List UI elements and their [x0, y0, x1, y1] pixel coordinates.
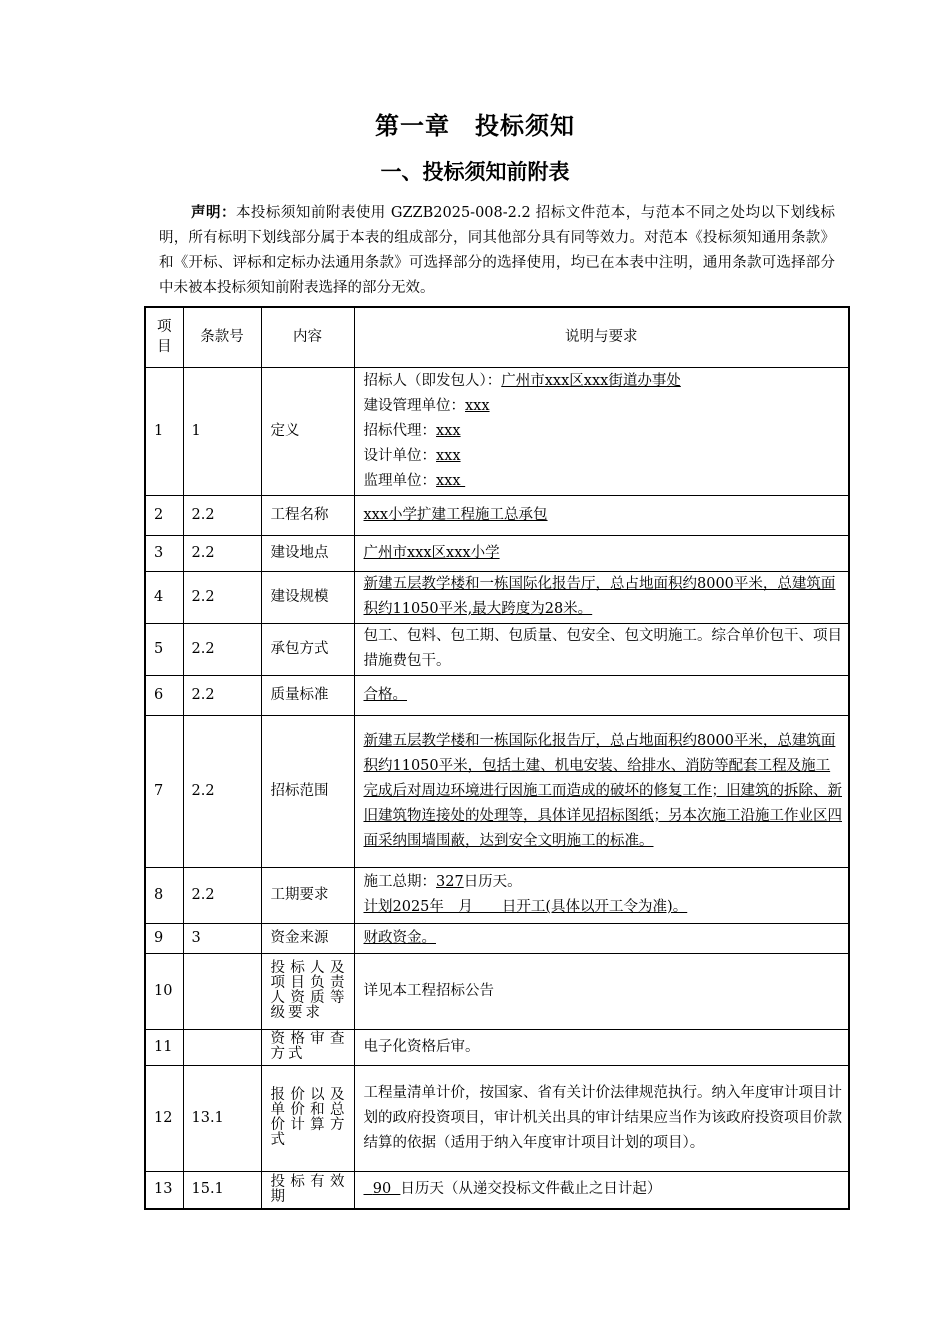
- requirement-line: [364, 628, 843, 669]
- declaration-label: 声明：: [191, 205, 236, 221]
- requirement-line: [364, 895, 843, 920]
- row-number: 5: [145, 623, 183, 675]
- underlined-text: 广州市xxx区xxx小学: [363, 544, 500, 561]
- requirement-line: [364, 687, 408, 703]
- row-clause: 2.2: [183, 715, 261, 867]
- row-content-label: 报价以及单价和总价计算方式: [261, 1065, 354, 1171]
- underlined-text: xxx: [436, 472, 466, 489]
- plain-text: 包工、包料、包工期、包质量、包安全、包文明施工。综合单价包干、项目措施费包干。: [363, 628, 842, 669]
- row-number: 6: [145, 675, 183, 715]
- row-content-label: 质量标准: [261, 675, 354, 715]
- row-requirement: [354, 495, 849, 535]
- row-clause: 2.2: [183, 495, 261, 535]
- table-row: [145, 953, 849, 1029]
- plain-text: 日历天（从递交投标文件截止之日计起）: [400, 1181, 662, 1198]
- requirement-line: [364, 1181, 662, 1197]
- row-requirement: [354, 367, 849, 495]
- requirement-line: [364, 930, 437, 946]
- row-content-label: 投标有效期: [261, 1171, 354, 1209]
- row-number: 4: [145, 571, 183, 623]
- row-requirement: [354, 1065, 849, 1171]
- row-content-label: 资金来源: [261, 923, 354, 953]
- table-row: [145, 715, 849, 867]
- requirement-line: [364, 870, 843, 895]
- underlined-text: xxx: [465, 397, 490, 414]
- row-number: 7: [145, 715, 183, 867]
- row-clause: 2.2: [183, 571, 261, 623]
- tender-notice-table: [144, 306, 850, 1210]
- table-row: [145, 1029, 849, 1065]
- row-clause: 3: [183, 923, 261, 953]
- row-requirement: [354, 867, 849, 923]
- requirement-line: [364, 369, 843, 394]
- row-requirement: [354, 715, 849, 867]
- row-requirement: [354, 535, 849, 571]
- row-number: 3: [145, 535, 183, 571]
- row-number: 8: [145, 867, 183, 923]
- row-requirement: [354, 923, 849, 953]
- header-content: 内容: [261, 307, 354, 367]
- row-content-label: 建设规模: [261, 571, 354, 623]
- row-content-label: 投标人及项目负责人资质等级要求: [261, 953, 354, 1029]
- row-clause: 2.2: [183, 535, 261, 571]
- row-requirement: [354, 675, 849, 715]
- requirement-line: [364, 1039, 480, 1055]
- header-requirement: 说明与要求: [354, 307, 849, 367]
- row-number: 2: [145, 495, 183, 535]
- row-content-label: 工期要求: [261, 867, 354, 923]
- header-item-no: 项目: [145, 307, 183, 367]
- requirement-line: [364, 983, 495, 999]
- row-number: 12: [145, 1065, 183, 1171]
- table-row: [145, 495, 849, 535]
- requirement-line: [364, 507, 548, 523]
- table-row: [145, 675, 849, 715]
- row-content-label: 定义: [261, 367, 354, 495]
- requirement-line: [364, 444, 843, 469]
- row-clause: [183, 1029, 261, 1065]
- requirement-line: [364, 469, 843, 494]
- requirement-line: [364, 576, 836, 617]
- requirement-line: [364, 733, 843, 849]
- row-content-label: 招标范围: [261, 715, 354, 867]
- row-content-label: 资格审查方式: [261, 1029, 354, 1065]
- row-clause: 2.2: [183, 675, 261, 715]
- row-number: 9: [145, 923, 183, 953]
- requirement-line: [364, 1085, 843, 1151]
- row-clause: 2.2: [183, 867, 261, 923]
- plain-text: 监理单位：: [363, 472, 436, 489]
- table-row: [145, 535, 849, 571]
- underlined-text: 广州市xxx区xxx街道办事处: [501, 372, 681, 389]
- underlined-text: 计划2025年 月 日开工(具体以开工令为准)。: [363, 899, 688, 915]
- plain-text: 招标代理：: [363, 422, 436, 439]
- row-clause: 1: [183, 367, 261, 495]
- underlined-text: 新建五层教学楼和一栋国际化报告厅，总占地面积约8000平米，总建筑面积约11050平米,最大跨度为28米。: [363, 576, 836, 617]
- row-requirement: [354, 571, 849, 623]
- row-clause: [183, 953, 261, 1029]
- row-number: 1: [145, 367, 183, 495]
- row-clause: 15.1: [183, 1171, 261, 1209]
- requirement-line: [364, 419, 843, 444]
- underlined-text: 327: [436, 874, 464, 890]
- table-row: [145, 623, 849, 675]
- plain-text: 施工总期：: [363, 874, 436, 890]
- row-requirement: [354, 953, 849, 1029]
- underlined-text: 新建五层教学楼和一栋国际化报告厅，总占地面积约8000平米，总建筑面积约11050平米，包括土建、机电安装、给排水、消防等配套工程及施工完成后对周边环境进行因施工而造成的破坏的修复工作；旧建筑的拆除、新旧建筑物连接处的处理等，具体详见招标图纸；另本次施工沿施工作业区四面采纳围墙围蔽，达到安全文明施工的标准。: [363, 732, 842, 849]
- plain-text: 工程量清单计价，按国家、省有关计价法律规范执行。纳入年度审计项目计划的政府投资项目，审计机关出具的审计结果应当作为该政府投资项目价款结算的依据（适用于纳入年度审计项目计划的项目）。: [363, 1084, 842, 1151]
- table-row: [145, 367, 849, 495]
- row-clause: 2.2: [183, 623, 261, 675]
- underlined-text: 财政资金。: [363, 929, 436, 946]
- row-clause: 13.1: [183, 1065, 261, 1171]
- underlined-text: xxx小学扩建工程施工总承包: [363, 506, 548, 523]
- table-row: [145, 923, 849, 953]
- row-number: 10: [145, 953, 183, 1029]
- plain-text: 建设管理单位：: [363, 397, 465, 414]
- row-number: 11: [145, 1029, 183, 1065]
- requirement-line: [364, 545, 500, 561]
- row-content-label: 工程名称: [261, 495, 354, 535]
- requirement-line: [364, 394, 843, 419]
- table-row: [145, 1171, 849, 1209]
- plain-text: 日历天。: [463, 874, 522, 890]
- row-content-label: 承包方式: [261, 623, 354, 675]
- plain-text: 电子化资格后审。: [363, 1038, 480, 1055]
- plain-text: 详见本工程招标公告: [363, 982, 494, 999]
- table-row: [145, 867, 849, 923]
- table-header-row: [145, 307, 849, 367]
- table-row: [145, 1065, 849, 1171]
- row-requirement: [354, 1171, 849, 1209]
- chapter-title: 第一章 投标须知: [375, 112, 575, 140]
- row-number: 13: [145, 1171, 183, 1209]
- underlined-text: xxx: [436, 447, 461, 464]
- row-requirement: [354, 1029, 849, 1065]
- row-requirement: [354, 623, 849, 675]
- row-content-label: 建设地点: [261, 535, 354, 571]
- plain-text: 招标人（即发包人）：: [363, 372, 502, 389]
- header-clause: 条款号: [183, 307, 261, 367]
- declaration-paragraph: [159, 201, 835, 301]
- underlined-text: 合格。: [363, 686, 407, 703]
- underlined-text: 90: [363, 1181, 401, 1198]
- plain-text: 设计单位：: [363, 447, 436, 464]
- declaration-text: 本投标须知前附表使用 GZZB2025-008-2.2 招标文件范本，与范本不同之处均以下划线标明，所有标明下划线部分属于本表的组成部分，同其他部分具有同等效力。对范本《投标须知通用条款》和《开标、评标和定标办法通用条款》可选择部分的选择使用，均已在本表中注明，通用条款可选择部分中未被本投标须知前附表选择的部分无效。: [159, 205, 835, 296]
- section-title: 一、投标须知前附表: [380, 160, 570, 184]
- underlined-text: xxx: [436, 422, 461, 439]
- table-row: [145, 571, 849, 623]
